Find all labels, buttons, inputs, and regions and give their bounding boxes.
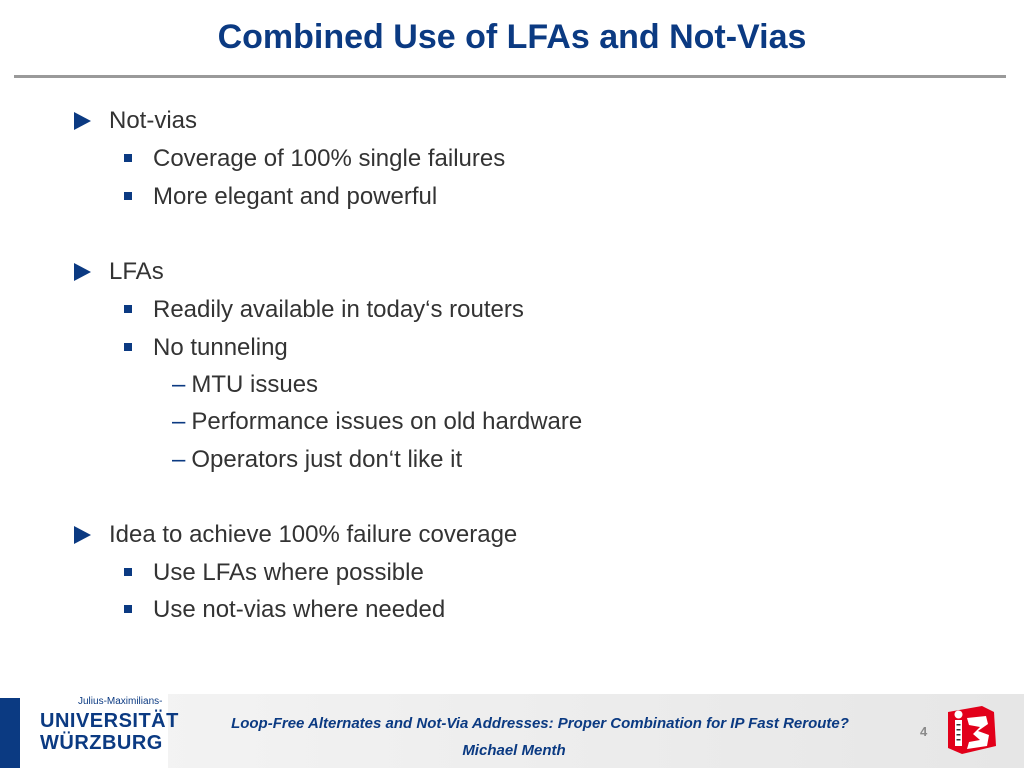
bullet-item-l2 [124, 559, 424, 587]
logo-bar [0, 698, 20, 768]
bullet-item-l2 [124, 183, 437, 211]
university-name-line1: UNIVERSITÄT [40, 710, 179, 732]
triangle-bullet-icon [74, 112, 91, 130]
triangle-bullet-icon [74, 263, 91, 281]
slide-footer [0, 694, 1024, 768]
dash-bullet-icon: – [172, 446, 186, 473]
square-bullet-icon [124, 605, 132, 613]
footer-talk-title: Loop-Free Alternates and Not-Via Addresses: Proper Combination for IP Fast Reroute? [231, 715, 849, 732]
university-small-text: Julius-Maximilians- [78, 696, 163, 707]
bullet-item-l1 [74, 258, 164, 286]
bullet-item-l2 [124, 334, 288, 362]
dash-bullet-icon: – [172, 371, 186, 398]
bullet-text: Readily available in today‘s routers [153, 296, 524, 323]
footer-author: Michael Menth [462, 742, 566, 759]
i3-logo-icon [942, 702, 1000, 758]
bullet-text: Use LFAs where possible [153, 559, 424, 586]
square-bullet-icon [124, 192, 132, 200]
page-number: 4 [920, 724, 928, 739]
bullet-item-l2 [124, 296, 524, 324]
bullet-item-l1 [74, 107, 197, 135]
bullet-text: Not-vias [109, 107, 198, 134]
bullet-text: Use not-vias where needed [153, 596, 446, 623]
bullet-item-l1 [74, 521, 517, 549]
bullet-text: MTU issues [191, 371, 319, 398]
bullet-item-l3 [172, 371, 318, 399]
bullet-item-l2 [124, 145, 505, 173]
bullet-text: Coverage of 100% single failures [153, 145, 506, 172]
bullet-text: Performance issues on old hardware [191, 408, 583, 435]
bullet-text: Operators just don‘t like it [191, 446, 463, 473]
bullet-text: More elegant and powerful [153, 183, 438, 210]
triangle-bullet-icon [74, 526, 91, 544]
bullet-text: Idea to achieve 100% failure coverage [109, 521, 518, 548]
square-bullet-icon [124, 154, 132, 162]
bullet-item-l2 [124, 596, 445, 624]
bullet-item-l3 [172, 408, 582, 436]
square-bullet-icon [124, 568, 132, 576]
university-logo [0, 694, 179, 768]
slide-title: Combined Use of LFAs and Not-Vias [217, 18, 807, 56]
bullet-item-l3 [172, 446, 462, 474]
title-divider [14, 75, 1006, 78]
bullet-text: No tunneling [153, 334, 288, 361]
university-name-line2: WÜRZBURG [40, 732, 163, 754]
bullet-text: LFAs [109, 258, 164, 285]
square-bullet-icon [124, 305, 132, 313]
dash-bullet-icon: – [172, 408, 186, 435]
square-bullet-icon [124, 343, 132, 351]
